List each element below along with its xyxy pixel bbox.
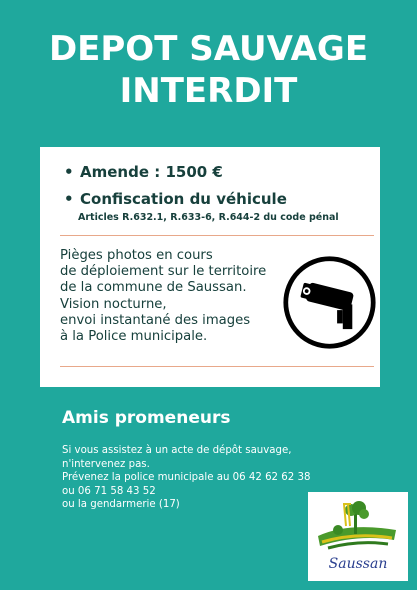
notice-line: envoi instantané des images: [60, 312, 251, 328]
camera-notice: [60, 248, 295, 345]
notice-line: Vision nocturne,: [60, 296, 167, 312]
notice-line: de déploiement sur le territoire: [60, 264, 267, 280]
notice-line: de la commune de Saussan.: [60, 280, 247, 296]
notice-line: à la Police municipale.: [60, 329, 208, 345]
divider: [60, 235, 374, 236]
instruction-line: ou la gendarmerie (17): [62, 499, 180, 511]
instruction-line: Prévenez la police municipale au 06 42 62 62 38: [62, 472, 311, 484]
security-camera-icon: [282, 255, 377, 350]
legal-articles: Articles R.632.1, R.633-6, R.644-2 du code pénal: [78, 212, 339, 223]
walkers-heading: Amis promeneurs: [62, 408, 231, 428]
confiscation-text: Confiscation du véhicule: [80, 190, 287, 208]
walkers-instructions: [62, 444, 310, 512]
title-line-2: INTERDIT: [119, 71, 298, 111]
instruction-line: ou 06 71 58 43 52: [62, 485, 156, 497]
title-line-1: DEPOT SAUVAGE: [48, 29, 369, 69]
bullet-dot-icon: •: [64, 190, 74, 208]
logo-text: Saussan: [328, 556, 388, 572]
divider: [60, 366, 374, 367]
instruction-line: n'intervenez pas.: [62, 458, 150, 470]
notice-line: Pièges photos en cours: [60, 248, 213, 263]
saussan-logo: [308, 492, 408, 581]
bullet-dot-icon: •: [64, 163, 74, 181]
fine-bullet: [64, 163, 223, 181]
confiscation-bullet: [64, 190, 287, 208]
info-panel: [40, 147, 380, 387]
instruction-line: Si vous assistez à un acte de dépôt sauvage,: [62, 445, 292, 456]
fine-text: Amende : 1500 €: [80, 163, 223, 181]
logo-emblem-icon: [308, 492, 408, 556]
